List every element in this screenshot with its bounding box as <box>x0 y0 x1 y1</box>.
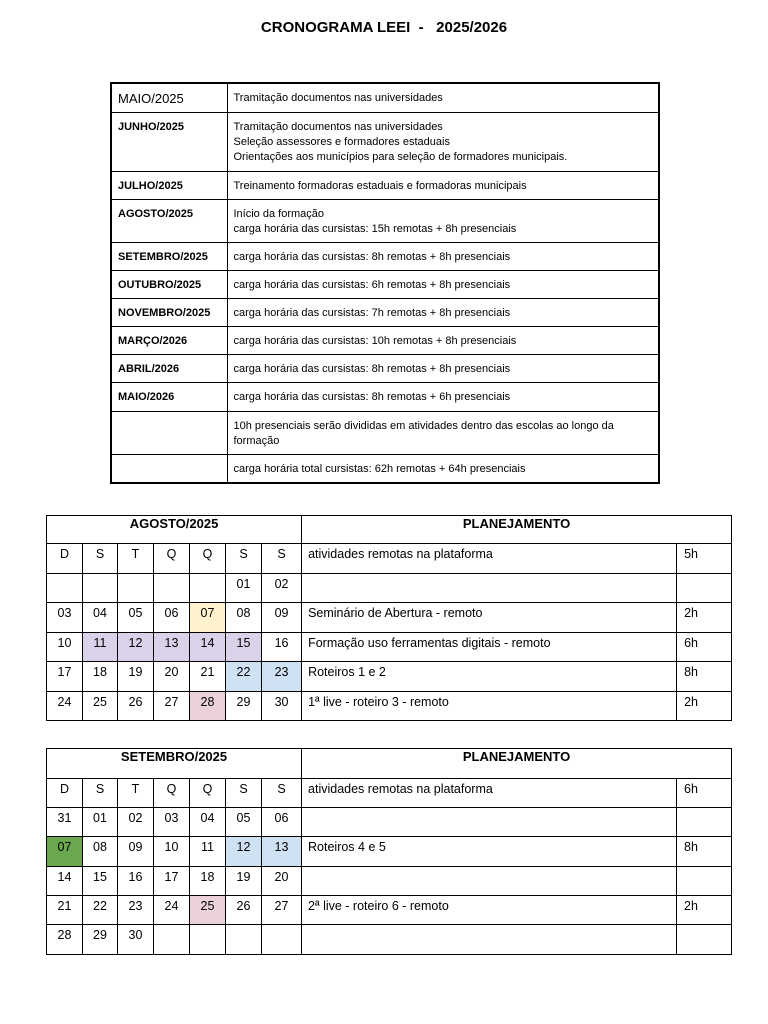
day-cell: 27 <box>154 692 190 721</box>
schedule-line: carga horária das cursistas: 8h remotas + 8h presenciais <box>233 362 511 375</box>
schedule-line: carga horária das cursistas: 15h remotas + 8h presenciais <box>233 222 517 235</box>
hours-cell: 2h <box>677 603 732 633</box>
schedule-month: NOVEMBRO/2025 <box>111 298 227 326</box>
calendar-header-row <box>47 516 732 544</box>
week-row <box>47 633 732 662</box>
day-cell: 15 <box>83 867 118 896</box>
schedule-month: SETEMBRO/2025 <box>111 242 227 270</box>
day-cell: 08 <box>83 837 118 867</box>
schedule-month: ABRIL/2026 <box>111 354 227 382</box>
weekday-cell: S <box>262 544 302 574</box>
day-cell: 29 <box>226 692 262 721</box>
day-cell: 12 <box>118 633 154 662</box>
schedule-row <box>111 83 659 112</box>
schedule-description <box>227 326 659 354</box>
schedule-month: MARÇO/2026 <box>111 326 227 354</box>
day-cell: 28 <box>47 925 83 955</box>
schedule-line: Início da formação <box>233 207 324 220</box>
day-cell: 16 <box>262 633 302 662</box>
week-row <box>47 603 732 633</box>
day-cell: 07 <box>47 837 83 867</box>
day-cell: 26 <box>118 692 154 721</box>
schedule-month <box>111 454 227 483</box>
activity-cell <box>302 925 677 955</box>
activity-cell <box>302 574 677 603</box>
schedule-row <box>111 242 659 270</box>
calendar-month-title: SETEMBRO/2025 <box>47 749 302 779</box>
day-cell: 26 <box>226 896 262 925</box>
schedule-line: 10h presenciais serão divididas em atividades dentro das escolas ao longo da formação <box>233 419 614 447</box>
activity-cell <box>302 808 677 837</box>
day-cell: 03 <box>154 808 190 837</box>
activity-cell: Roteiros 4 e 5 <box>302 837 677 867</box>
weekday-cell: Q <box>154 544 190 574</box>
calendar-month-title: AGOSTO/2025 <box>47 516 302 544</box>
day-cell: 19 <box>226 867 262 896</box>
day-cell <box>47 574 83 603</box>
schedule-line: carga horária das cursistas: 10h remotas + 8h presenciais <box>233 334 517 347</box>
day-cell: 25 <box>83 692 118 721</box>
schedule-month: MAIO/2026 <box>111 382 227 411</box>
schedule-line: Tramitação documentos nas universidades <box>233 120 443 133</box>
week-row <box>47 574 732 603</box>
schedule-row <box>111 454 659 483</box>
hours-cell <box>677 808 732 837</box>
weekday-row <box>47 779 732 808</box>
day-cell: 27 <box>262 896 302 925</box>
hours-cell <box>677 574 732 603</box>
hours-cell: 8h <box>677 662 732 692</box>
hours-cell: 6h <box>677 633 732 662</box>
day-cell: 21 <box>190 662 226 692</box>
weekday-cell: Q <box>190 779 226 808</box>
schedule-line: carga horária das cursistas: 6h remotas + 8h presenciais <box>233 278 511 291</box>
weekday-cell: T <box>118 779 154 808</box>
day-cell: 16 <box>118 867 154 896</box>
week-row <box>47 837 732 867</box>
day-cell: 08 <box>226 603 262 633</box>
day-cell: 17 <box>47 662 83 692</box>
day-cell: 23 <box>118 896 154 925</box>
schedule-line: carga horária total cursistas: 62h remotas + 64h presenciais <box>233 462 526 475</box>
week-row <box>47 808 732 837</box>
schedule-month: OUTUBRO/2025 <box>111 270 227 298</box>
hours-cell <box>677 867 732 896</box>
document-title: CRONOGRAMA LEEI - 2025/2026 <box>260 19 508 36</box>
day-cell: 05 <box>226 808 262 837</box>
schedule-row <box>111 326 659 354</box>
schedule-description <box>227 454 659 483</box>
hours-cell: 5h <box>677 544 732 574</box>
activity-cell: atividades remotas na plataforma <box>302 544 677 574</box>
schedule-description <box>227 112 659 171</box>
schedule-description <box>227 270 659 298</box>
day-cell: 28 <box>190 692 226 721</box>
schedule-line: carga horária das cursistas: 7h remotas + 8h presenciais <box>233 306 511 319</box>
calendar-header-row <box>47 749 732 779</box>
day-cell: 21 <box>47 896 83 925</box>
weekday-cell: Q <box>154 779 190 808</box>
day-cell: 17 <box>154 867 190 896</box>
day-cell: 15 <box>226 633 262 662</box>
day-cell: 09 <box>118 837 154 867</box>
schedule-description <box>227 411 659 454</box>
day-cell: 01 <box>83 808 118 837</box>
hours-cell <box>677 925 732 955</box>
week-row <box>47 925 732 955</box>
schedule-line: carga horária das cursistas: 8h remotas + 6h presenciais <box>233 390 511 403</box>
day-cell: 01 <box>226 574 262 603</box>
schedule-row <box>111 298 659 326</box>
day-cell: 24 <box>154 896 190 925</box>
schedule-description <box>227 382 659 411</box>
schedule-description <box>227 199 659 242</box>
schedule-row <box>111 112 659 171</box>
schedule-line: carga horária das cursistas: 8h remotas + 8h presenciais <box>233 250 511 263</box>
day-cell <box>190 574 226 603</box>
weekday-cell: D <box>47 779 83 808</box>
day-cell: 30 <box>262 692 302 721</box>
day-cell: 19 <box>118 662 154 692</box>
day-cell: 20 <box>154 662 190 692</box>
schedule-description <box>227 171 659 199</box>
week-row <box>47 662 732 692</box>
day-cell: 22 <box>226 662 262 692</box>
day-cell <box>226 925 262 955</box>
day-cell: 23 <box>262 662 302 692</box>
day-cell: 14 <box>190 633 226 662</box>
day-cell: 07 <box>190 603 226 633</box>
hours-cell: 8h <box>677 837 732 867</box>
day-cell: 04 <box>83 603 118 633</box>
hours-cell: 2h <box>677 692 732 721</box>
activity-cell: Formação uso ferramentas digitais - remoto <box>302 633 677 662</box>
schedule-description <box>227 354 659 382</box>
day-cell: 12 <box>226 837 262 867</box>
activity-cell <box>302 867 677 896</box>
day-cell: 30 <box>118 925 154 955</box>
day-cell: 29 <box>83 925 118 955</box>
weekday-cell: S <box>83 779 118 808</box>
schedule-row <box>111 270 659 298</box>
week-row <box>47 867 732 896</box>
schedule-row <box>111 354 659 382</box>
schedule-line: Tramitação documentos nas universidades <box>233 92 443 104</box>
weekday-cell: S <box>83 544 118 574</box>
schedule-row <box>111 171 659 199</box>
day-cell: 06 <box>154 603 190 633</box>
day-cell: 05 <box>118 603 154 633</box>
schedule-month: MAIO/2025 <box>111 83 227 112</box>
schedule-description <box>227 242 659 270</box>
day-cell: 11 <box>83 633 118 662</box>
schedule-row <box>111 199 659 242</box>
activity-cell: 1ª live - roteiro 3 - remoto <box>302 692 677 721</box>
day-cell <box>262 925 302 955</box>
day-cell: 18 <box>190 867 226 896</box>
weekday-cell: S <box>226 779 262 808</box>
weekday-cell: S <box>226 544 262 574</box>
day-cell <box>154 574 190 603</box>
day-cell: 02 <box>118 808 154 837</box>
weekday-cell: S <box>262 779 302 808</box>
day-cell <box>83 574 118 603</box>
day-cell: 10 <box>47 633 83 662</box>
day-cell: 03 <box>47 603 83 633</box>
schedule-description <box>227 83 659 112</box>
schedule-month: JULHO/2025 <box>111 171 227 199</box>
day-cell <box>190 925 226 955</box>
day-cell: 04 <box>190 808 226 837</box>
day-cell: 14 <box>47 867 83 896</box>
day-cell: 13 <box>262 837 302 867</box>
day-cell: 11 <box>190 837 226 867</box>
schedule-month: JUNHO/2025 <box>111 112 227 171</box>
activity-cell: 2ª live - roteiro 6 - remoto <box>302 896 677 925</box>
day-cell: 02 <box>262 574 302 603</box>
day-cell: 18 <box>83 662 118 692</box>
schedule-line: Orientações aos municípios para seleção de formadores municipais. <box>233 150 568 163</box>
activity-cell: Roteiros 1 e 2 <box>302 662 677 692</box>
hours-cell: 2h <box>677 896 732 925</box>
planning-header: PLANEJAMENTO <box>302 516 732 544</box>
activity-cell: atividades remotas na plataforma <box>302 779 677 808</box>
weekday-row <box>47 544 732 574</box>
planning-header: PLANEJAMENTO <box>302 749 732 779</box>
day-cell: 20 <box>262 867 302 896</box>
schedule-line: Seleção assessores e formadores estaduais <box>233 135 450 148</box>
hours-cell: 6h <box>677 779 732 808</box>
week-row <box>47 692 732 721</box>
week-row <box>47 896 732 925</box>
activity-cell: Seminário de Abertura - remoto <box>302 603 677 633</box>
schedule-row <box>111 382 659 411</box>
day-cell: 22 <box>83 896 118 925</box>
schedule-month: AGOSTO/2025 <box>111 199 227 242</box>
schedule-table <box>110 82 660 484</box>
day-cell: 06 <box>262 808 302 837</box>
schedule-line: Treinamento formadoras estaduais e formadoras municipais <box>233 179 527 192</box>
day-cell: 24 <box>47 692 83 721</box>
calendar-table-agosto <box>46 515 732 721</box>
schedule-description <box>227 298 659 326</box>
day-cell: 25 <box>190 896 226 925</box>
calendar-table-setembro <box>46 748 732 955</box>
day-cell: 09 <box>262 603 302 633</box>
day-cell <box>118 574 154 603</box>
schedule-month <box>111 411 227 454</box>
weekday-cell: Q <box>190 544 226 574</box>
day-cell: 10 <box>154 837 190 867</box>
weekday-cell: T <box>118 544 154 574</box>
day-cell: 13 <box>154 633 190 662</box>
schedule-row <box>111 411 659 454</box>
day-cell: 31 <box>47 808 83 837</box>
day-cell <box>154 925 190 955</box>
weekday-cell: D <box>47 544 83 574</box>
